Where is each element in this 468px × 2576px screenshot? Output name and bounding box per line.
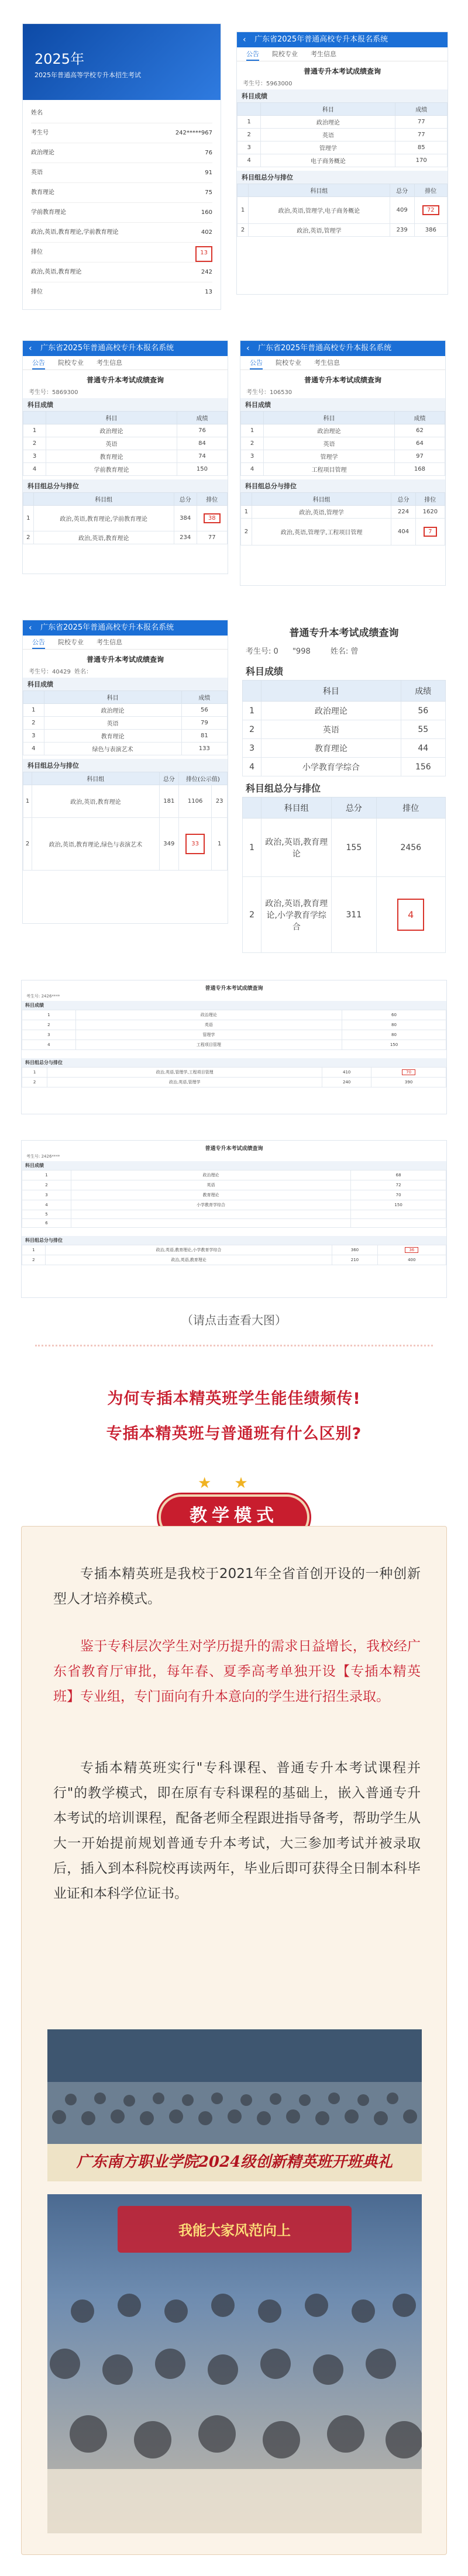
- table-row: 1 政治,英语,教育理论,学前教育理论 384 38: [23, 506, 228, 531]
- subject-score-table: 科目 成绩 1 政治理论 56 2 英语 55 3 教育理论 44 4 小学教育学综合 156: [242, 680, 446, 776]
- star-icon: ★: [234, 1475, 248, 1492]
- view-large-caption: （请点击查看大图）: [181, 1313, 287, 1327]
- table-row: 3 教育理论 81: [23, 730, 228, 743]
- intro-card: [21, 1526, 447, 2555]
- star-icon: ★: [198, 1475, 212, 1492]
- table-row: 1 政治,英语,教育理论,小学教育学综合 360 36: [22, 1245, 446, 1255]
- row-label: 姓名: [31, 110, 43, 116]
- table-row: 2 英语 72: [22, 1180, 446, 1190]
- row-label: 排位: [31, 249, 43, 255]
- exam-number: 考生号: 2426****: [26, 994, 60, 999]
- table-row: 3 教育理论 70: [22, 1190, 446, 1200]
- query-title: 普通专升本考试成绩查询: [304, 376, 381, 384]
- ceremony-photo: [47, 2029, 422, 2181]
- query-title: 普通专升本考试成绩查询: [86, 655, 164, 664]
- table-row: 1 政治理论 68: [22, 1170, 446, 1180]
- table-row: 4 小学教育学综合 156: [243, 758, 446, 776]
- table-row: 1 政治,英语,教育理论 155 2456: [243, 819, 446, 877]
- table-row: 1 政治,英语,管理学,工程项目管理 410 70: [22, 1068, 446, 1078]
- shot1-year: 2025年: [35, 51, 85, 67]
- stars: [198, 1475, 248, 1492]
- section-subject-scores: 科目成绩: [237, 89, 448, 102]
- tab-notice[interactable]: 公告: [32, 636, 45, 649]
- highlighted-rank: 4: [397, 899, 424, 931]
- exam-number: 考生号: 2426****: [26, 1154, 60, 1159]
- row-label: 英语: [31, 170, 43, 176]
- table-row: 2 政治,英语,管理学 239 386: [238, 224, 448, 237]
- app-title: 广东省2025年普通高校专升本报名系统: [40, 344, 174, 353]
- table-row: 5: [22, 1210, 446, 1219]
- intro-paragraph-2: 鉴于专科层次学生对学历提升的需求日益增长，我校经广东省教育厅审批，每年春、夏季高考单独开设【专插本精英班】专业组，专门面向有升本意向的学生进行招生录取。: [53, 1639, 421, 1704]
- tab-notice[interactable]: 公告: [250, 356, 263, 370]
- table-row: 1 政治理论 56: [23, 704, 228, 717]
- table-row: 6: [22, 1219, 446, 1228]
- tab-bar: [23, 636, 228, 650]
- row-value: 242: [201, 269, 212, 275]
- exam-number: 考生号: 0 "998 姓名: 曾: [246, 647, 359, 656]
- section-group-rank: 科目组总分与排位: [246, 783, 321, 794]
- section-group-rank: 科目组总分与排位: [22, 1236, 446, 1245]
- group-rank-table: 科目组 总分 排位 1 政治,英语,管理学,电子商务概论 409 72 2 政治,英语,管理学 239 386: [237, 184, 448, 237]
- list-item: [31, 143, 212, 163]
- section-subject-scores: 科目成绩: [22, 1001, 446, 1010]
- table-row: 4 工程项目管理 168: [241, 463, 445, 476]
- screenshot-4: [240, 340, 446, 586]
- highlighted-rank: 72: [422, 205, 439, 215]
- row-label: 政治,英语,教育理论: [31, 269, 82, 275]
- app-title: 广东省2025年普通高校专升本报名系统: [40, 623, 174, 632]
- table-row: 1 政治,英语,管理学 224 1620: [241, 506, 445, 519]
- tab-bar: [23, 356, 228, 370]
- list-item: [31, 203, 212, 223]
- app-bar: [237, 32, 448, 47]
- table-row: 2 政治,英语,教育理论 210 400: [22, 1255, 446, 1265]
- section-group-rank: 科目组总分与排位: [22, 1058, 446, 1067]
- group-rank-table: [22, 1067, 446, 1087]
- row-value: 91: [205, 170, 212, 176]
- app-bar: [23, 620, 228, 636]
- group-rank-table: 科目组 总分 排位 1 政治,英语,管理学 224 1620 2 政治,英语,管理学,工程项目管理 404 7: [240, 492, 445, 545]
- tab-bar: [240, 356, 445, 370]
- query-title: 普通专升本考试成绩查询: [205, 1146, 263, 1152]
- query-title: 普通专升本考试成绩查询: [86, 376, 164, 384]
- back-arrow-icon[interactable]: ‹: [29, 623, 32, 633]
- intro-paragraph-1: 专插本精英班是我校于2021年全省首创开设的一种创新型人才培养模式。: [53, 1566, 421, 1607]
- section-subject-scores: 科目成绩: [22, 1161, 446, 1170]
- table-row: 3 管理学 80: [22, 1030, 446, 1040]
- section-group-rank: 科目组总分与排位: [237, 171, 448, 184]
- table-row: 4 绿色与表演艺术 133: [23, 743, 228, 755]
- exam-number: 考生号：106530: [246, 389, 292, 396]
- tab-student-info[interactable]: 考生信息: [314, 359, 340, 367]
- tab-student-info[interactable]: 考生信息: [311, 50, 336, 58]
- table-row: 1 政治理论 60: [22, 1010, 446, 1020]
- highlighted-rank: 38: [204, 513, 221, 523]
- list-item: [31, 163, 212, 183]
- query-title: 普通专升本考试成绩查询: [303, 67, 381, 75]
- highlighted-rank: 33: [185, 834, 205, 854]
- section-group-rank: 科目组总分与排位: [23, 479, 228, 492]
- row-label: 政治理论: [31, 150, 54, 156]
- table-row: 2 英语 79: [23, 717, 228, 730]
- app-bar: [240, 341, 445, 356]
- table-row: 1 政治,英语,管理学,电子商务概论 409 72: [238, 197, 448, 224]
- row-value: 402: [201, 229, 212, 236]
- screenshot-2: [236, 32, 448, 295]
- table-row: 3 管理学 85: [238, 141, 448, 154]
- screenshot-1: [22, 23, 221, 310]
- row-value: 76: [205, 150, 212, 156]
- table-row: 1 政治,英语,教育理论 181 1106 23: [23, 785, 228, 818]
- row-label: 排位: [31, 289, 43, 295]
- students-photo: [47, 2194, 422, 2533]
- section-group-rank: 科目组总分与排位: [23, 759, 228, 772]
- list-item: [31, 103, 212, 123]
- table-row: 4 小学教育学综合 150: [22, 1200, 446, 1210]
- table-row: 1 政治理论 62: [241, 424, 445, 437]
- app-bar: [23, 341, 228, 356]
- query-title: 普通专升本考试成绩查询: [205, 986, 263, 992]
- table-row: 2 政治,英语,管理学 240 390: [22, 1078, 446, 1087]
- list-item: [31, 183, 212, 203]
- list-item: [31, 243, 212, 263]
- table-row: 1 政治理论 76: [23, 424, 228, 437]
- section-group-rank: 科目组总分与排位: [240, 479, 445, 492]
- table-row: 2 英语 84: [23, 437, 228, 450]
- screenshot-6: [242, 622, 446, 932]
- row-label: 教育理论: [31, 189, 54, 196]
- subject-score-table: 科目 成绩 1 政治理论 76 2 英语 84 3 教育理论 74 4 学前教育理论 150: [23, 411, 228, 476]
- row-label: 政治,英语,教育理论,学前教育理论: [31, 229, 119, 236]
- exam-number: 考生号：5869300: [29, 389, 78, 396]
- row-value: 13: [205, 289, 212, 295]
- subject-score-table: 科目 成绩 1 政治理论 56 2 英语 79 3 教育理论 81 4 绿色与表演艺术 133: [23, 690, 228, 755]
- app-title: 广东省2025年普通高校专升本报名系统: [254, 35, 388, 44]
- table-row: 3 教育理论 44: [243, 739, 446, 758]
- section-subject-scores: 科目成绩: [246, 666, 284, 677]
- exam-number: 考生号：5963000: [243, 81, 292, 87]
- table-row: 3 管理学 97: [241, 450, 445, 463]
- highlighted-rank: 7: [424, 527, 436, 537]
- table-row: 2 政治,英语,教育理论,小学教育学综合 311 4: [243, 877, 446, 953]
- subject-score-table: [22, 1170, 446, 1228]
- tab-bar: [237, 47, 448, 61]
- highlighted-rank: 70: [402, 1069, 415, 1075]
- table-row: 1 政治理论 56: [243, 702, 446, 720]
- tab-schools[interactable]: 院校专业: [58, 359, 84, 367]
- screenshot-5: [22, 620, 228, 924]
- row-value: 160: [201, 209, 212, 216]
- group-rank-table: 科目组 总分 排位 1 政治,英语,教育理论 155 2456 2 政治,英语,教育理论,小学教育学综合 311 4: [242, 797, 446, 953]
- section-subject-scores: 科目成绩: [240, 398, 445, 411]
- dotted-divider: [35, 1345, 433, 1346]
- list-item: [31, 123, 212, 143]
- table-row: 3 教育理论 74: [23, 450, 228, 463]
- group-rank-table: [22, 1245, 446, 1265]
- students-illustration: [47, 2194, 422, 2533]
- tab-notice[interactable]: 公告: [32, 356, 45, 370]
- exam-number: 考生号：40429 姓名：: [29, 669, 92, 675]
- tab-student-info[interactable]: 考生信息: [97, 359, 122, 367]
- shot1-list: [23, 100, 221, 306]
- intro-paragraph-3: 专插本精英班实行"专科课程、普通专升本考试课程并行"的教学模式，即在原有专科课程的基础上，嵌入普通专升本考试的培训课程，配备老师全程跟进指导备考，帮助学生从大一开始提前规划普通专升本考试，大三参加考试并被录取后，插入到本科院校再读两年，毕业后即可获得全日制本科毕业证和本科学位证书。: [53, 1760, 421, 1901]
- back-arrow-icon[interactable]: ‹: [29, 344, 32, 353]
- tab-student-info[interactable]: 考生信息: [97, 638, 122, 646]
- table-row: 4 电子商务概论 170: [238, 154, 448, 167]
- students-banner-text: 我能大家风范向上: [178, 2222, 291, 2239]
- screenshot-3: [22, 340, 228, 574]
- row-value: 242*****967: [175, 130, 212, 136]
- tab-schools[interactable]: 院校专业: [58, 638, 84, 646]
- list-item: [31, 263, 212, 282]
- table-row: 1 政治理论 77: [238, 116, 448, 129]
- screenshot-7: [21, 980, 447, 1114]
- section-subject-scores: 科目成绩: [23, 398, 228, 411]
- table-row: 2 政治,英语,教育理论 234 77: [23, 531, 228, 544]
- highlighted-rank: 13: [195, 246, 212, 262]
- subject-score-table: 科目 成绩 1 政治理论 77 2 英语 77 3 管理学 85 4 电子商务概论 170: [237, 102, 448, 167]
- subject-score-table: [22, 1010, 446, 1050]
- shot1-header: [23, 24, 221, 100]
- tab-notice[interactable]: 公告: [246, 47, 259, 61]
- tab-schools[interactable]: 院校专业: [272, 50, 298, 58]
- table-row: 2 政治,英语,教育理论,绿色与表演艺术 349 33 1: [23, 818, 228, 871]
- question-1: 为何专插本精英班学生能佳绩频传!: [107, 1390, 361, 1408]
- query-title: 普通专升本考试成绩查询: [289, 627, 399, 639]
- teaching-mode-badge: 教学模式: [161, 1497, 307, 1538]
- ceremony-banner-text: 广东南方职业学院2024级创新精英班开班典礼: [76, 2153, 393, 2171]
- back-arrow-icon[interactable]: ‹: [243, 35, 246, 44]
- tab-schools[interactable]: 院校专业: [276, 359, 301, 367]
- app-title: 广东省2025年普通高校专升本报名系统: [258, 344, 392, 353]
- screenshot-8: [21, 1140, 447, 1298]
- row-label: 考生号: [31, 130, 49, 136]
- highlighted-rank: 36: [405, 1247, 418, 1253]
- group-rank-table: 科目组 总分 排位(公示值) 1 政治,英语,教育理论 181 1106 23 2 政治,英语,教育理论,绿色与表演艺术 349 33 1: [23, 772, 228, 871]
- table-row: 2 政治,英语,管理学,工程项目管理 404 7: [241, 519, 445, 545]
- table-row: 2 英语 77: [238, 129, 448, 141]
- table-row: 4 工程项目管理 150: [22, 1040, 446, 1050]
- table-row: 4 学前教育理论 150: [23, 463, 228, 476]
- question-2: 专插本精英班与普通班有什么区别?: [106, 1425, 362, 1443]
- row-value: 75: [205, 189, 212, 196]
- table-row: 2 英语 64: [241, 437, 445, 450]
- table-row: 2 英语 55: [243, 720, 446, 739]
- row-label: 学前教育理论: [31, 209, 66, 216]
- shot1-subtitle: 2025年普通高等学校专升本招生考试: [35, 71, 141, 79]
- table-row: 2 英语 80: [22, 1020, 446, 1030]
- list-item: [31, 223, 212, 243]
- list-item: [31, 282, 212, 302]
- section-subject-scores: 科目成绩: [23, 678, 228, 690]
- group-rank-table: 科目组 总分 排位 1 政治,英语,教育理论,学前教育理论 384 38 2 政治,英语,教育理论 234 77: [23, 492, 228, 544]
- back-arrow-icon[interactable]: ‹: [246, 344, 250, 353]
- subject-score-table: 科目 成绩 1 政治理论 62 2 英语 64 3 管理学 97 4 工程项目管理 168: [240, 411, 445, 476]
